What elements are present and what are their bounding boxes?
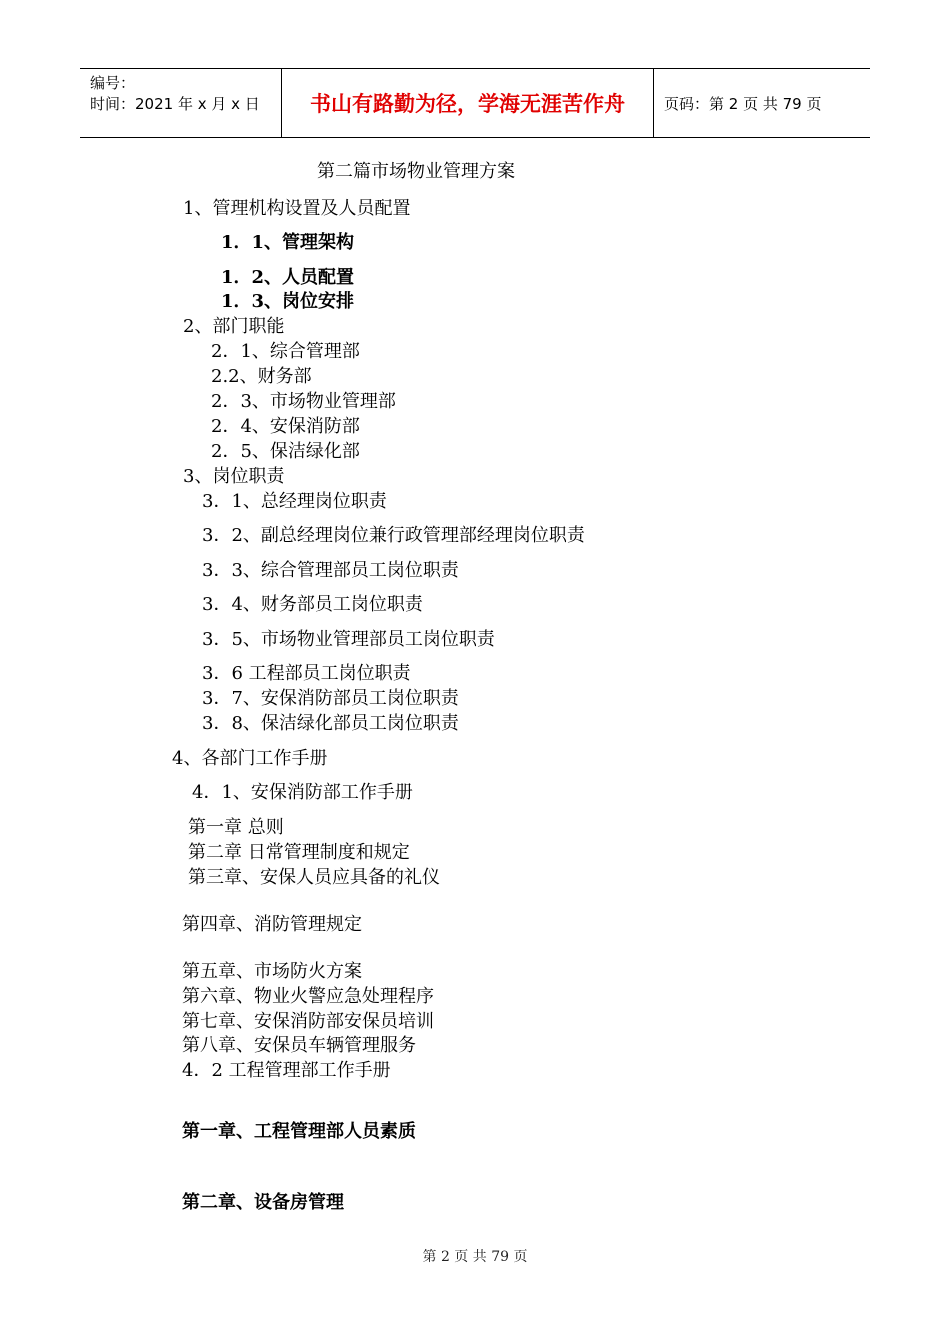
toc-item: 3．4、财务部员工岗位职责 <box>202 594 423 615</box>
toc-item: 2．1、综合管理部 <box>211 341 360 362</box>
toc-item: 4、各部门工作手册 <box>172 748 328 769</box>
motto-cell <box>281 69 654 137</box>
header-meta-cell <box>80 69 281 137</box>
toc-item: 第一章 总则 <box>188 817 284 838</box>
toc-item: 2．4、安保消防部 <box>211 416 360 437</box>
number-label: 编号： <box>90 74 136 92</box>
toc-item: 第二章 日常管理制度和规定 <box>188 842 410 863</box>
toc-item: 1、管理机构设置及人员配置 <box>183 198 411 219</box>
toc-item: 第三章、安保人员应具备的礼仪 <box>188 867 440 888</box>
toc-item: 4．1、安保消防部工作手册 <box>192 782 413 803</box>
page-header <box>80 68 870 138</box>
page-footer: 第 2 页 共 79 页 <box>422 1249 528 1265</box>
toc-item: 2．3、市场物业管理部 <box>211 391 396 412</box>
page-number-cell <box>654 69 870 137</box>
toc-item: 第五章、市场防火方案 <box>182 961 362 982</box>
toc-item: 4．2 工程管理部工作手册 <box>182 1060 391 1081</box>
toc-item: 3．7、安保消防部员工岗位职责 <box>202 688 459 709</box>
toc-item: 3．8、保洁绿化部员工岗位职责 <box>202 713 459 734</box>
page-label: 页码：第 2 页 共 79 页 <box>664 94 822 113</box>
toc-item: 3、岗位职责 <box>183 466 285 487</box>
toc-item: 3．1、总经理岗位职责 <box>202 491 387 512</box>
toc-item: 第四章、消防管理规定 <box>182 914 362 935</box>
toc-item: 第二章、设备房管理 <box>182 1192 344 1213</box>
toc-item: 3．2、副总经理岗位兼行政管理部经理岗位职责 <box>202 525 585 546</box>
toc-item: 3．6 工程部员工岗位职责 <box>202 663 411 684</box>
toc-item: 第一章、工程管理部人员素质 <box>182 1121 416 1142</box>
toc-item: 1．2、人员配置 <box>221 267 355 288</box>
document-title: 第二篇市场物业管理方案 <box>317 161 515 182</box>
motto-text: 书山有路勤为径，学海无涯苦作舟 <box>310 92 625 116</box>
toc-item: 2、部门职能 <box>183 316 285 337</box>
toc-item: 1．1、管理架构 <box>221 232 355 253</box>
time-label: 时间：2021 年 x 月 x 日 <box>90 95 260 113</box>
toc-item: 1．3、岗位安排 <box>221 291 355 312</box>
toc-item: 第八章、安保员车辆管理服务 <box>182 1035 416 1056</box>
toc-item: 第六章、物业火警应急处理程序 <box>182 986 434 1007</box>
toc-item: 3．3、综合管理部员工岗位职责 <box>202 560 459 581</box>
toc-item: 3．5、市场物业管理部员工岗位职责 <box>202 629 495 650</box>
toc-item: 2.2、财务部 <box>211 366 312 387</box>
toc-item: 第七章、安保消防部安保员培训 <box>182 1011 434 1032</box>
toc-item: 2．5、保洁绿化部 <box>211 441 360 462</box>
